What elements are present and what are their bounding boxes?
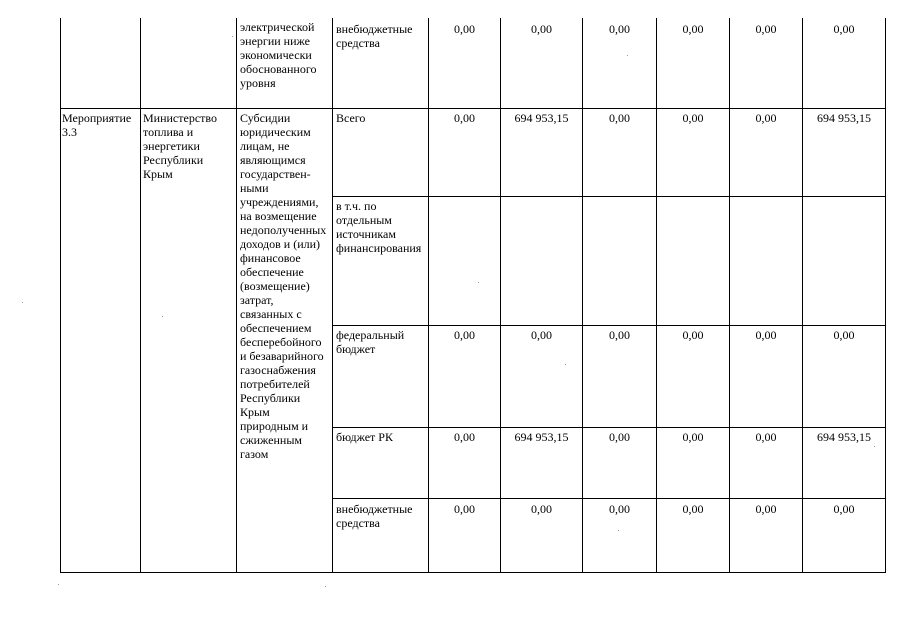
table-rule — [60, 108, 886, 109]
measure-description-continued: электрической энергии ниже экономически обоснованного уровня — [240, 20, 317, 90]
source-label: в т.ч. по отдельным источникам финансирования — [336, 199, 422, 255]
source-label: бюджет РК — [336, 430, 393, 444]
value-cell: 694 953,15 — [514, 111, 569, 125]
value-cell: 0,00 — [755, 22, 777, 36]
scan-speck — [325, 586, 326, 587]
value-cell: 0,00 — [682, 430, 704, 444]
scan-speck — [232, 36, 233, 37]
value-cell: 694 953,15 — [817, 430, 871, 444]
value-cell: 0,00 — [833, 502, 855, 516]
scan-speck — [58, 584, 59, 585]
value-cell: 0,00 — [755, 430, 777, 444]
value-cell: 0,00 — [609, 22, 630, 36]
table-bottom-rule — [60, 572, 886, 573]
table-rule — [729, 18, 730, 573]
table-rule — [500, 18, 501, 573]
value-cell: 0,00 — [755, 328, 777, 342]
value-cell: 0,00 — [454, 22, 475, 36]
scan-speck — [478, 282, 479, 283]
scan-speck — [22, 302, 23, 303]
value-cell: 0,00 — [609, 502, 630, 516]
value-cell: 0,00 — [609, 111, 630, 125]
table-rule — [332, 18, 333, 573]
table-rule — [582, 18, 583, 573]
table-rule — [60, 18, 61, 573]
source-label: внебюджетные средства — [336, 22, 413, 50]
value-cell: 0,00 — [454, 430, 475, 444]
value-cell: 694 953,15 — [817, 111, 871, 125]
scan-speck — [874, 446, 875, 447]
value-cell: 0,00 — [682, 22, 704, 36]
value-cell: 0,00 — [454, 502, 475, 516]
value-cell: 0,00 — [682, 502, 704, 516]
value-cell: 0,00 — [833, 328, 855, 342]
value-cell: 0,00 — [609, 328, 630, 342]
table-rule — [236, 18, 237, 573]
value-cell: 0,00 — [454, 111, 475, 125]
value-cell: 0,00 — [531, 502, 552, 516]
measure-executor: Министерство топлива и энергетики Республики Крым — [143, 111, 217, 181]
table-rule — [140, 18, 141, 573]
source-label: внебюджетные средства — [336, 502, 413, 530]
table-rule — [656, 18, 657, 573]
scan-speck — [565, 364, 566, 365]
value-cell: 0,00 — [609, 430, 630, 444]
value-cell: 0,00 — [755, 111, 777, 125]
value-cell: 694 953,15 — [514, 430, 569, 444]
source-label: федеральный бюджет — [336, 328, 405, 356]
value-cell: 0,00 — [531, 22, 552, 36]
source-label: Всего — [336, 111, 366, 125]
value-cell: 0,00 — [531, 328, 552, 342]
scan-speck — [627, 55, 628, 56]
measure-id: Мероприятие 3.3 — [62, 111, 132, 139]
table-rule — [885, 18, 886, 573]
value-cell: 0,00 — [454, 328, 475, 342]
value-cell: 0,00 — [682, 111, 704, 125]
value-cell: 0,00 — [682, 328, 704, 342]
table-rule — [802, 18, 803, 573]
value-cell: 0,00 — [833, 22, 855, 36]
scan-speck — [162, 316, 163, 317]
measure-description: Субсидии юридическим лицам, не являющимся государствен- ными учреждениями, на возмещение недополученных доходов и (или) финансовое обеспечение (возмещение) затрат, связанных с обеспечением бесперебойного и безаварийного газоснабжения потребителей Республики Крым природным и сжиженным газом — [240, 111, 327, 461]
value-cell: 0,00 — [755, 502, 777, 516]
table-rule — [428, 18, 429, 573]
scan-speck — [618, 530, 619, 531]
